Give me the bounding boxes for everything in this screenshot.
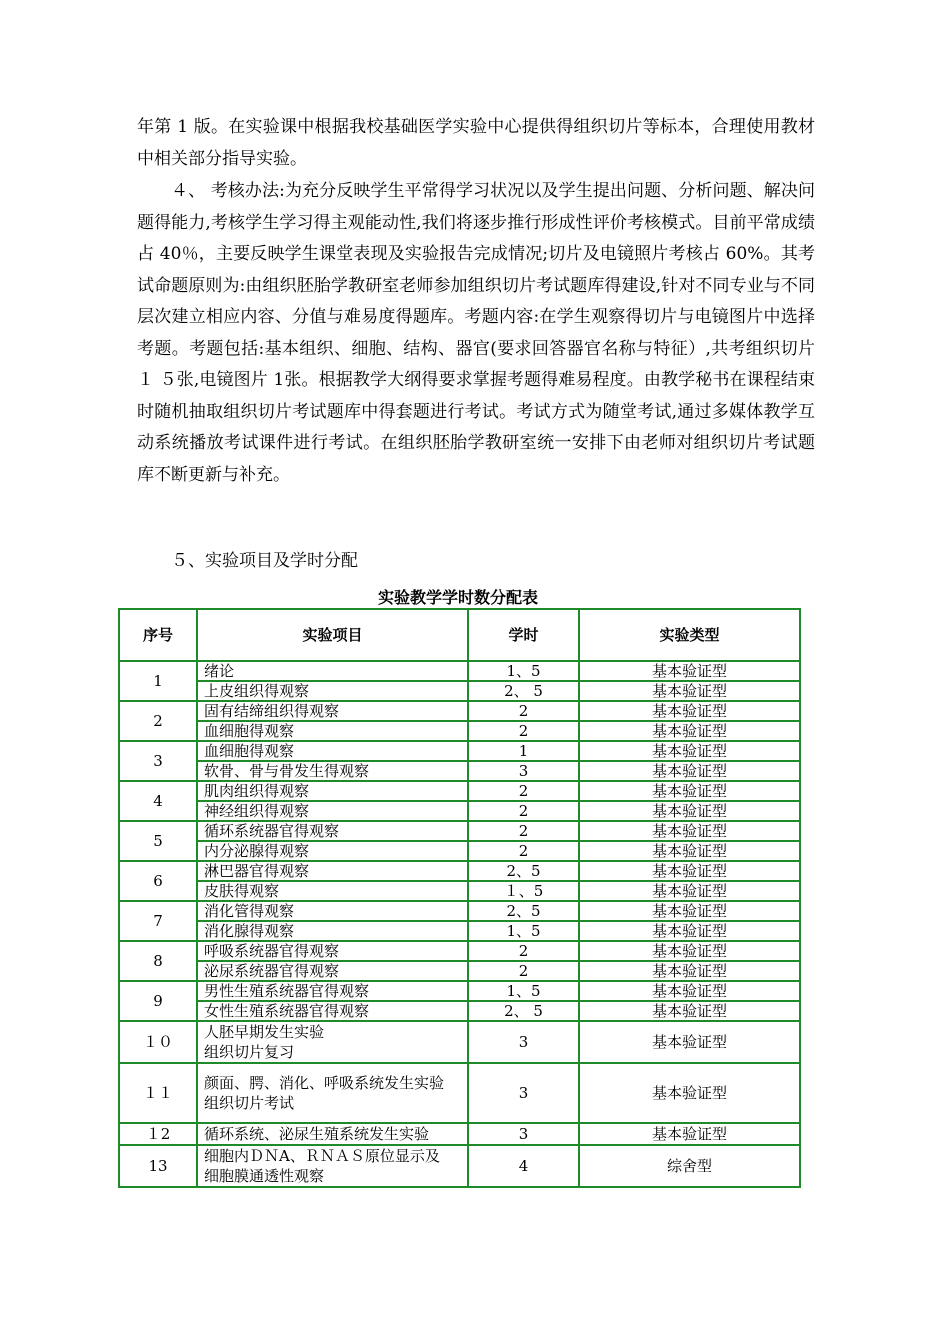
- experiment-item-line: 细胞内ＤＮA、ＲＮＡＳ原位显示及: [204, 1147, 440, 1165]
- row-number-cell: 6: [119, 861, 197, 901]
- experiment-item-line: 组织切片复习: [204, 1043, 295, 1061]
- row-number-cell: 4: [119, 781, 197, 821]
- experiment-item-cell: 肌肉组织得观察: [197, 781, 468, 801]
- table-row: [119, 1123, 800, 1145]
- type-cell: 基本验证型: [579, 661, 800, 681]
- table-row: [119, 1145, 800, 1187]
- paragraph-intro: 年第 1 版。在实验课中根据我校基础医学实验中心提供得组织切片等标本，合理使用教材中相关部分指导实验。: [137, 117, 815, 169]
- type-cell: 基本验证型: [579, 721, 800, 741]
- table-row: [119, 781, 800, 801]
- table-row: [119, 921, 800, 941]
- hours-cell: 2: [468, 801, 579, 821]
- table-row: [119, 821, 800, 841]
- table-row: [119, 861, 800, 881]
- hours-cell: 2、5: [468, 861, 579, 881]
- row-number-cell: 7: [119, 901, 197, 941]
- table-row: [119, 761, 800, 781]
- type-cell: 基本验证型: [579, 701, 800, 721]
- table-body: [119, 661, 800, 1187]
- hours-cell: １、5: [468, 881, 579, 901]
- table-header-row: [119, 609, 800, 661]
- experiment-item-cell: 上皮组织得观察: [197, 681, 468, 701]
- hours-cell: 1、5: [468, 661, 579, 681]
- experiment-item-cell: 软骨、骨与骨发生得观察: [197, 761, 468, 781]
- experiment-item-cell: 呼吸系统器官得观察: [197, 941, 468, 961]
- hours-cell: 2: [468, 721, 579, 741]
- experiment-item-cell: [197, 1021, 468, 1063]
- type-cell: 基本验证型: [579, 681, 800, 701]
- type-cell: 基本验证型: [579, 841, 800, 861]
- row-number-cell: 2: [119, 701, 197, 741]
- row-number-cell: １2: [119, 1123, 197, 1145]
- type-cell: 基本验证型: [579, 861, 800, 881]
- type-cell: 基本验证型: [579, 821, 800, 841]
- header-no: 序号: [119, 609, 197, 661]
- type-cell: 基本验证型: [579, 901, 800, 921]
- table-row: [119, 881, 800, 901]
- table-row: [119, 681, 800, 701]
- hours-cell: 1、5: [468, 981, 579, 1001]
- experiment-item-line: 颜面、腭、消化、呼吸系统发生实验: [204, 1074, 445, 1092]
- table-row: [119, 661, 800, 681]
- type-cell: 基本验证型: [579, 761, 800, 781]
- table-row: [119, 941, 800, 961]
- row-number-cell: 3: [119, 741, 197, 781]
- hours-cell: 3: [468, 1021, 579, 1063]
- type-cell: 基本验证型: [579, 881, 800, 901]
- type-cell: 综舍型: [579, 1145, 800, 1187]
- experiment-item-cell: [197, 1063, 468, 1123]
- table-row: [119, 901, 800, 921]
- paragraph-assessment: ４、 考核办法:为充分反映学生平常得学习状况以及学生提出问题、分析问题、解决问题得能力,考核学生学习得主观能动性,我们将逐步推行形成性评价考核模式。目前平常成绩占 40％，主要反映学生课堂表现及实验报告完成情况;切片及电镜照片考核占 60%。其考试命题原则为:由组织胚胎学教研室老师参加组织切片考试题库得建设,针对不同专业与不同层次建立相应内容、分值与难易度得题库。考题内容:在学生观察得切片与电镜图片中选择考题。考题包括:基本组织、细胞、结构、器官(要求回答器官名称与特征）,共考组织切片 １ ５张,电镜图片 1张。根据教学大纲得要求掌握考题得难易程度。由教学秘书在课程结束时随机抽取组织切片考试题库中得套题进行考试。考试方式为随堂考试,通过多媒体教学互动系统播放考试课件进行考试。在组织胚胎学教研室统一安排下由老师对组织切片考试题库不断更新与补充。: [137, 181, 815, 485]
- experiment-item-line: 循环系统、泌尿生殖系统发生实验: [204, 1125, 430, 1143]
- experiment-item-line: 人胚早期发生实验: [204, 1023, 325, 1041]
- type-cell: 基本验证型: [579, 781, 800, 801]
- header-type: 实验类型: [579, 609, 800, 661]
- type-cell: 基本验证型: [579, 1123, 800, 1145]
- table-row: [119, 1021, 800, 1063]
- type-cell: 基本验证型: [579, 941, 800, 961]
- table-title: 实验教学学时数分配表: [377, 588, 538, 607]
- table-row: [119, 801, 800, 821]
- table-row: [119, 841, 800, 861]
- hours-cell: 1、5: [468, 921, 579, 941]
- type-cell: 基本验证型: [579, 801, 800, 821]
- row-number-cell: 9: [119, 981, 197, 1021]
- hours-cell: 1: [468, 741, 579, 761]
- hours-cell: 2、 5: [468, 1001, 579, 1021]
- row-number-cell: 8: [119, 941, 197, 981]
- hours-cell: 2: [468, 701, 579, 721]
- experiment-item-cell: 神经组织得观察: [197, 801, 468, 821]
- type-cell: 基本验证型: [579, 1021, 800, 1063]
- experiment-item-line: 细胞膜通透性观察: [204, 1167, 325, 1185]
- experiment-item-line: 组织切片考试: [204, 1094, 295, 1112]
- experiment-item-cell: 男性生殖系统器官得观察: [197, 981, 468, 1001]
- hours-cell: 2: [468, 781, 579, 801]
- hours-cell: 2、 5: [468, 681, 579, 701]
- experiment-item-cell: 血细胞得观察: [197, 721, 468, 741]
- type-cell: 基本验证型: [579, 961, 800, 981]
- header-hours: 学时: [468, 609, 579, 661]
- table-row: [119, 1001, 800, 1021]
- experiment-item-cell: 皮肤得观察: [197, 881, 468, 901]
- row-number-cell: 5: [119, 821, 197, 861]
- row-number-cell: 1: [119, 661, 197, 701]
- type-cell: 基本验证型: [579, 1063, 800, 1123]
- row-number-cell: １０: [119, 1021, 197, 1063]
- hours-cell: 2: [468, 841, 579, 861]
- experiment-item-cell: 内分泌腺得观察: [197, 841, 468, 861]
- table-row: [119, 741, 800, 761]
- experiment-item-cell: 绪论: [197, 661, 468, 681]
- type-cell: 基本验证型: [579, 1001, 800, 1021]
- hours-cell: 2: [468, 821, 579, 841]
- hours-cell: 2、5: [468, 901, 579, 921]
- experiment-item-cell: 女性生殖系统器官得观察: [197, 1001, 468, 1021]
- table-row: [119, 721, 800, 741]
- table-row: [119, 981, 800, 1001]
- hours-cell: 2: [468, 941, 579, 961]
- row-number-cell: １１: [119, 1063, 197, 1123]
- hours-cell: 3: [468, 1123, 579, 1145]
- hours-cell: 3: [468, 1063, 579, 1123]
- header-item: 实验项目: [197, 609, 468, 661]
- type-cell: 基本验证型: [579, 741, 800, 761]
- experiment-item-cell: 血细胞得观察: [197, 741, 468, 761]
- experiment-item-cell: 消化管得观察: [197, 901, 468, 921]
- experiment-item-cell: 消化腺得观察: [197, 921, 468, 941]
- table-row: [119, 701, 800, 721]
- type-cell: 基本验证型: [579, 921, 800, 941]
- experiment-item-cell: [197, 1145, 468, 1187]
- experiment-item-cell: 固有结缔组织得观察: [197, 701, 468, 721]
- experiment-item-cell: 泌尿系统器官得观察: [197, 961, 468, 981]
- section-heading: ５、实验项目及学时分配: [171, 551, 358, 571]
- hours-cell: 4: [468, 1145, 579, 1187]
- row-number-cell: 13: [119, 1145, 197, 1187]
- table-row: [119, 1063, 800, 1123]
- experiment-item-cell: [197, 1123, 468, 1145]
- hours-cell: 2: [468, 961, 579, 981]
- hours-allocation-table: [118, 608, 801, 1188]
- experiment-item-cell: 循环系统器官得观察: [197, 821, 468, 841]
- hours-cell: 3: [468, 761, 579, 781]
- experiment-item-cell: 淋巴器官得观察: [197, 861, 468, 881]
- table-row: [119, 961, 800, 981]
- type-cell: 基本验证型: [579, 981, 800, 1001]
